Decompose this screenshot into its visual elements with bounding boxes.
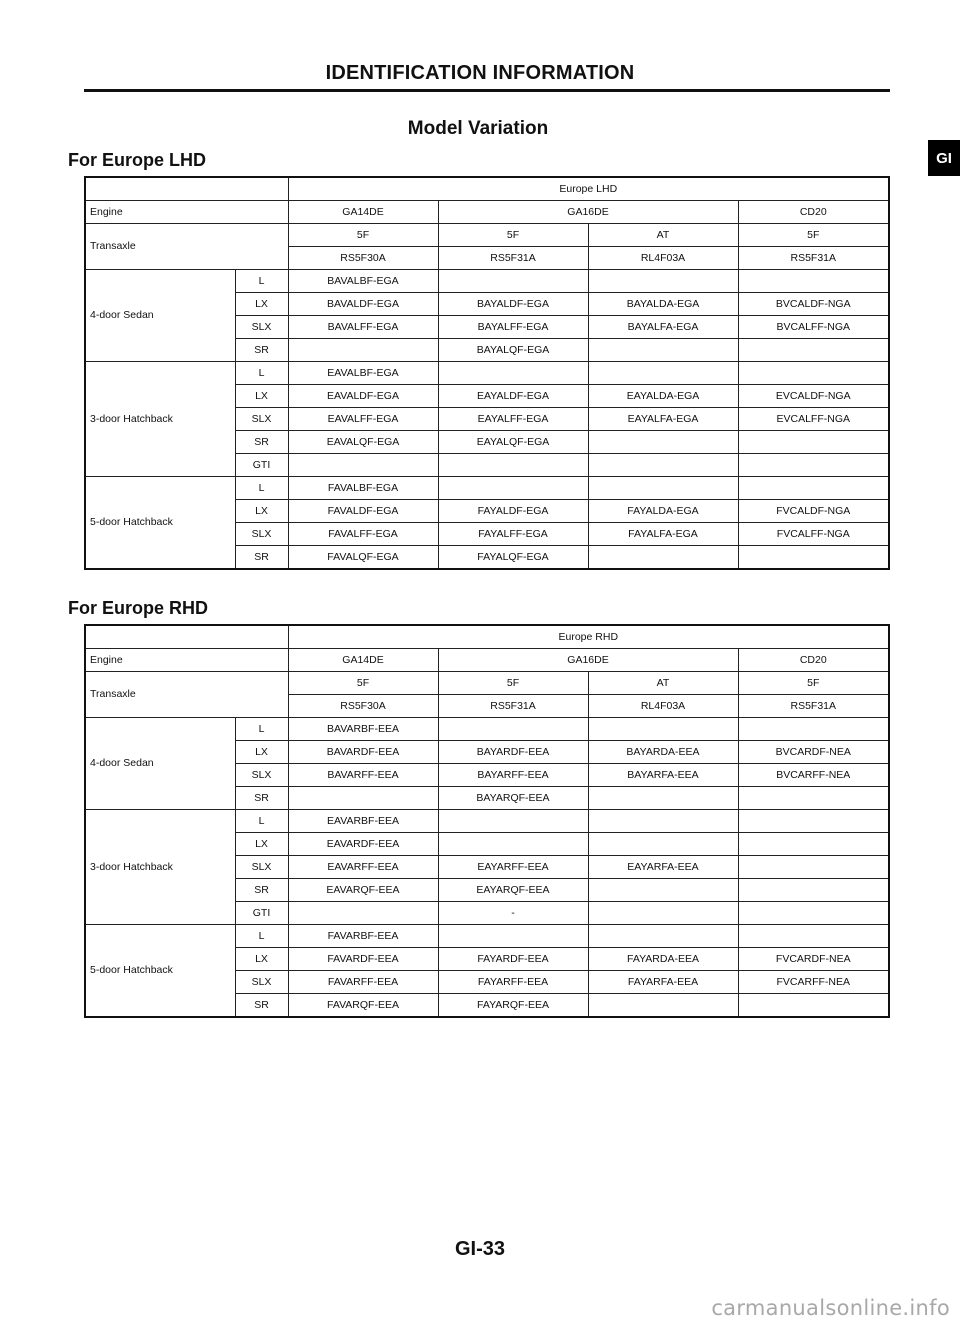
market-label: Europe LHD xyxy=(288,177,889,201)
model-code-cell: BAVARDF-EEA xyxy=(288,741,438,764)
model-code-cell: FAVARQF-EEA xyxy=(288,994,438,1018)
model-code-cell: EAVARDF-EEA xyxy=(288,833,438,856)
grade-label: GTI xyxy=(235,454,288,477)
transaxle-type-cell: 5F xyxy=(738,672,889,695)
model-code-cell xyxy=(438,362,588,385)
engine-cell: CD20 xyxy=(738,649,889,672)
model-code-cell: BVCALDF-NGA xyxy=(738,293,889,316)
section-tab: GI xyxy=(928,140,960,176)
model-code-cell xyxy=(588,362,738,385)
model-code-cell: EAVALQF-EGA xyxy=(288,431,438,454)
model-code-cell xyxy=(288,454,438,477)
page-header-title: IDENTIFICATION INFORMATION xyxy=(325,62,635,84)
engine-label: Engine xyxy=(85,201,288,224)
grade-label: LX xyxy=(235,741,288,764)
grade-label: L xyxy=(235,270,288,293)
model-code-cell xyxy=(738,718,889,741)
model-code-cell: BVCALFF-NGA xyxy=(738,316,889,339)
page-number: GI-33 xyxy=(454,1238,506,1260)
engine-cell: GA16DE xyxy=(438,649,738,672)
model-code-cell: EAYALQF-EGA xyxy=(438,431,588,454)
lhd-section-title: For Europe LHD xyxy=(68,150,206,170)
model-code-cell: FAYALFF-EGA xyxy=(438,523,588,546)
grade-label: L xyxy=(235,718,288,741)
model-code-cell: EAYARFF-EEA xyxy=(438,856,588,879)
model-code-cell xyxy=(588,994,738,1018)
market-row xyxy=(85,177,889,201)
model-code-cell: FAVALFF-EGA xyxy=(288,523,438,546)
model-code-cell xyxy=(588,546,738,570)
model-code-cell xyxy=(738,454,889,477)
transaxle-type-cell: 5F xyxy=(738,224,889,247)
grade-label: SR xyxy=(235,994,288,1018)
grade-label: SLX xyxy=(235,408,288,431)
model-code-cell: EAVARFF-EEA xyxy=(288,856,438,879)
model-code-cell: FVCALFF-NGA xyxy=(738,523,889,546)
model-code-cell xyxy=(588,925,738,948)
grade-label: SR xyxy=(235,787,288,810)
model-code-cell: BAYARFA-EEA xyxy=(588,764,738,787)
model-code-cell xyxy=(588,879,738,902)
model-code-cell: BAYALDF-EGA xyxy=(438,293,588,316)
model-code-cell: FAYARFF-EEA xyxy=(438,971,588,994)
grade-label: LX xyxy=(235,293,288,316)
model-code-cell: FAYARQF-EEA xyxy=(438,994,588,1018)
model-code-cell xyxy=(588,431,738,454)
transaxle-type-cell: 5F xyxy=(288,224,438,247)
model-code-cell xyxy=(438,454,588,477)
engine-row xyxy=(85,649,889,672)
transaxle-code-cell: RL4F03A xyxy=(588,695,738,718)
transaxle-type-cell: AT xyxy=(588,224,738,247)
rhd-model-table xyxy=(84,624,890,1018)
body-type-label: 5-door Hatchback xyxy=(85,925,235,1018)
model-code-cell xyxy=(438,477,588,500)
model-code-cell: BAYARFF-EEA xyxy=(438,764,588,787)
model-code-cell xyxy=(438,270,588,293)
model-code-cell: FAYALDF-EGA xyxy=(438,500,588,523)
page-subtitle: Model Variation xyxy=(407,118,549,139)
model-code-cell: FAVARBF-EEA xyxy=(288,925,438,948)
model-code-cell: FAYALFA-EGA xyxy=(588,523,738,546)
model-code-cell: EAYALDF-EGA xyxy=(438,385,588,408)
transaxle-code-cell: RS5F31A xyxy=(438,247,588,270)
model-code-cell: BAYALDA-EGA xyxy=(588,293,738,316)
model-code-cell: FVCARDF-NEA xyxy=(738,948,889,971)
transaxle-code-cell: RS5F30A xyxy=(288,247,438,270)
transaxle-type-cell: 5F xyxy=(438,672,588,695)
model-code-cell: BAVALDF-EGA xyxy=(288,293,438,316)
model-code-cell: BAYARDA-EEA xyxy=(588,741,738,764)
engine-cell: GA14DE xyxy=(288,649,438,672)
grade-label: L xyxy=(235,362,288,385)
grade-label: SLX xyxy=(235,971,288,994)
grade-label: SR xyxy=(235,431,288,454)
model-code-cell: FVCARFF-NEA xyxy=(738,971,889,994)
model-code-cell: BAVALFF-EGA xyxy=(288,316,438,339)
model-code-cell xyxy=(738,879,889,902)
transaxle-code-cell: RS5F31A xyxy=(738,247,889,270)
model-code-cell xyxy=(588,718,738,741)
grade-label: SLX xyxy=(235,764,288,787)
grade-label: L xyxy=(235,810,288,833)
model-code-cell: FAYALQF-EGA xyxy=(438,546,588,570)
model-code-cell: FAYALDA-EGA xyxy=(588,500,738,523)
table-row xyxy=(85,718,889,741)
model-code-cell xyxy=(738,925,889,948)
model-code-cell: - xyxy=(438,902,588,925)
model-code-cell xyxy=(738,431,889,454)
model-code-cell: FAYARFA-EEA xyxy=(588,971,738,994)
model-code-cell xyxy=(738,270,889,293)
model-code-cell: BAYALFF-EGA xyxy=(438,316,588,339)
table-row xyxy=(85,477,889,500)
transaxle-code-cell: RS5F30A xyxy=(288,695,438,718)
body-type-label: 3-door Hatchback xyxy=(85,810,235,925)
model-code-cell: EAYARFA-EEA xyxy=(588,856,738,879)
transaxle-code-cell: RS5F31A xyxy=(738,695,889,718)
grade-label: LX xyxy=(235,385,288,408)
model-code-cell xyxy=(438,925,588,948)
model-code-cell: EAYALDA-EGA xyxy=(588,385,738,408)
model-code-cell xyxy=(738,810,889,833)
model-code-cell xyxy=(738,477,889,500)
model-code-cell xyxy=(438,810,588,833)
model-code-cell: BAYALQF-EGA xyxy=(438,339,588,362)
engine-cell: GA16DE xyxy=(438,201,738,224)
model-code-cell: EAYARQF-EEA xyxy=(438,879,588,902)
body-type-label: 4-door Sedan xyxy=(85,270,235,362)
market-row xyxy=(85,625,889,649)
watermark: carmanualsonline.info xyxy=(711,1296,950,1320)
rhd-section-title: For Europe RHD xyxy=(68,598,209,618)
model-code-cell xyxy=(738,787,889,810)
model-code-cell xyxy=(738,546,889,570)
transaxle-type-row xyxy=(85,672,889,695)
grade-label: SR xyxy=(235,879,288,902)
model-code-cell xyxy=(438,833,588,856)
model-code-cell: EAVALDF-EGA xyxy=(288,385,438,408)
model-code-cell: FAVALQF-EGA xyxy=(288,546,438,570)
grade-label: LX xyxy=(235,500,288,523)
model-code-cell xyxy=(588,339,738,362)
transaxle-code-cell: RL4F03A xyxy=(588,247,738,270)
model-code-cell xyxy=(588,454,738,477)
table-row xyxy=(85,810,889,833)
model-code-cell: BVCARDF-NEA xyxy=(738,741,889,764)
corner-cell xyxy=(85,177,288,201)
model-code-cell: BAVARFF-EEA xyxy=(288,764,438,787)
transaxle-label: Transaxle xyxy=(85,224,288,270)
model-code-cell: BAYARQF-EEA xyxy=(438,787,588,810)
model-code-cell: FAVALBF-EGA xyxy=(288,477,438,500)
model-code-cell: EAVALBF-EGA xyxy=(288,362,438,385)
model-code-cell xyxy=(288,787,438,810)
grade-label: LX xyxy=(235,833,288,856)
model-code-cell xyxy=(738,833,889,856)
header-rule xyxy=(84,89,890,92)
model-code-cell: BAYARDF-EEA xyxy=(438,741,588,764)
grade-label: SR xyxy=(235,339,288,362)
model-code-cell xyxy=(588,902,738,925)
model-code-cell xyxy=(588,270,738,293)
market-label: Europe RHD xyxy=(288,625,889,649)
grade-label: SLX xyxy=(235,316,288,339)
table-row xyxy=(85,362,889,385)
body-type-label: 5-door Hatchback xyxy=(85,477,235,570)
transaxle-type-row xyxy=(85,224,889,247)
model-code-cell xyxy=(288,902,438,925)
grade-label: L xyxy=(235,477,288,500)
grade-label: LX xyxy=(235,948,288,971)
table-row xyxy=(85,270,889,293)
body-type-label: 3-door Hatchback xyxy=(85,362,235,477)
grade-label: GTI xyxy=(235,902,288,925)
model-code-cell: FAVARFF-EEA xyxy=(288,971,438,994)
model-code-cell xyxy=(738,339,889,362)
model-code-cell xyxy=(588,477,738,500)
model-code-cell: BAVALBF-EGA xyxy=(288,270,438,293)
engine-cell: CD20 xyxy=(738,201,889,224)
grade-label: L xyxy=(235,925,288,948)
transaxle-type-cell: AT xyxy=(588,672,738,695)
model-code-cell: EAVALFF-EGA xyxy=(288,408,438,431)
model-code-cell xyxy=(588,810,738,833)
model-code-cell xyxy=(738,994,889,1018)
transaxle-label: Transaxle xyxy=(85,672,288,718)
model-code-cell: FAYARDA-EEA xyxy=(588,948,738,971)
transaxle-type-cell: 5F xyxy=(288,672,438,695)
model-code-cell: FAYARDF-EEA xyxy=(438,948,588,971)
engine-row xyxy=(85,201,889,224)
model-code-cell xyxy=(438,718,588,741)
corner-cell xyxy=(85,625,288,649)
model-code-cell: EVCALFF-NGA xyxy=(738,408,889,431)
grade-label: SLX xyxy=(235,856,288,879)
model-code-cell: EAYALFA-EGA xyxy=(588,408,738,431)
model-code-cell xyxy=(588,787,738,810)
model-code-cell: FAVARDF-EEA xyxy=(288,948,438,971)
lhd-model-table xyxy=(84,176,890,570)
model-code-cell: EAVARBF-EEA xyxy=(288,810,438,833)
model-code-cell: BAYALFA-EGA xyxy=(588,316,738,339)
grade-label: SR xyxy=(235,546,288,570)
model-code-cell xyxy=(738,902,889,925)
model-code-cell: EAVARQF-EEA xyxy=(288,879,438,902)
transaxle-type-cell: 5F xyxy=(438,224,588,247)
model-code-cell xyxy=(738,856,889,879)
model-code-cell: FAVALDF-EGA xyxy=(288,500,438,523)
engine-cell: GA14DE xyxy=(288,201,438,224)
grade-label: SLX xyxy=(235,523,288,546)
model-code-cell: BAVARBF-EEA xyxy=(288,718,438,741)
model-code-cell xyxy=(738,362,889,385)
model-code-cell: BVCARFF-NEA xyxy=(738,764,889,787)
model-code-cell xyxy=(588,833,738,856)
body-type-label: 4-door Sedan xyxy=(85,718,235,810)
transaxle-code-cell: RS5F31A xyxy=(438,695,588,718)
table-row xyxy=(85,925,889,948)
model-code-cell: EAYALFF-EGA xyxy=(438,408,588,431)
engine-label: Engine xyxy=(85,649,288,672)
model-code-cell xyxy=(288,339,438,362)
model-code-cell: EVCALDF-NGA xyxy=(738,385,889,408)
model-code-cell: FVCALDF-NGA xyxy=(738,500,889,523)
